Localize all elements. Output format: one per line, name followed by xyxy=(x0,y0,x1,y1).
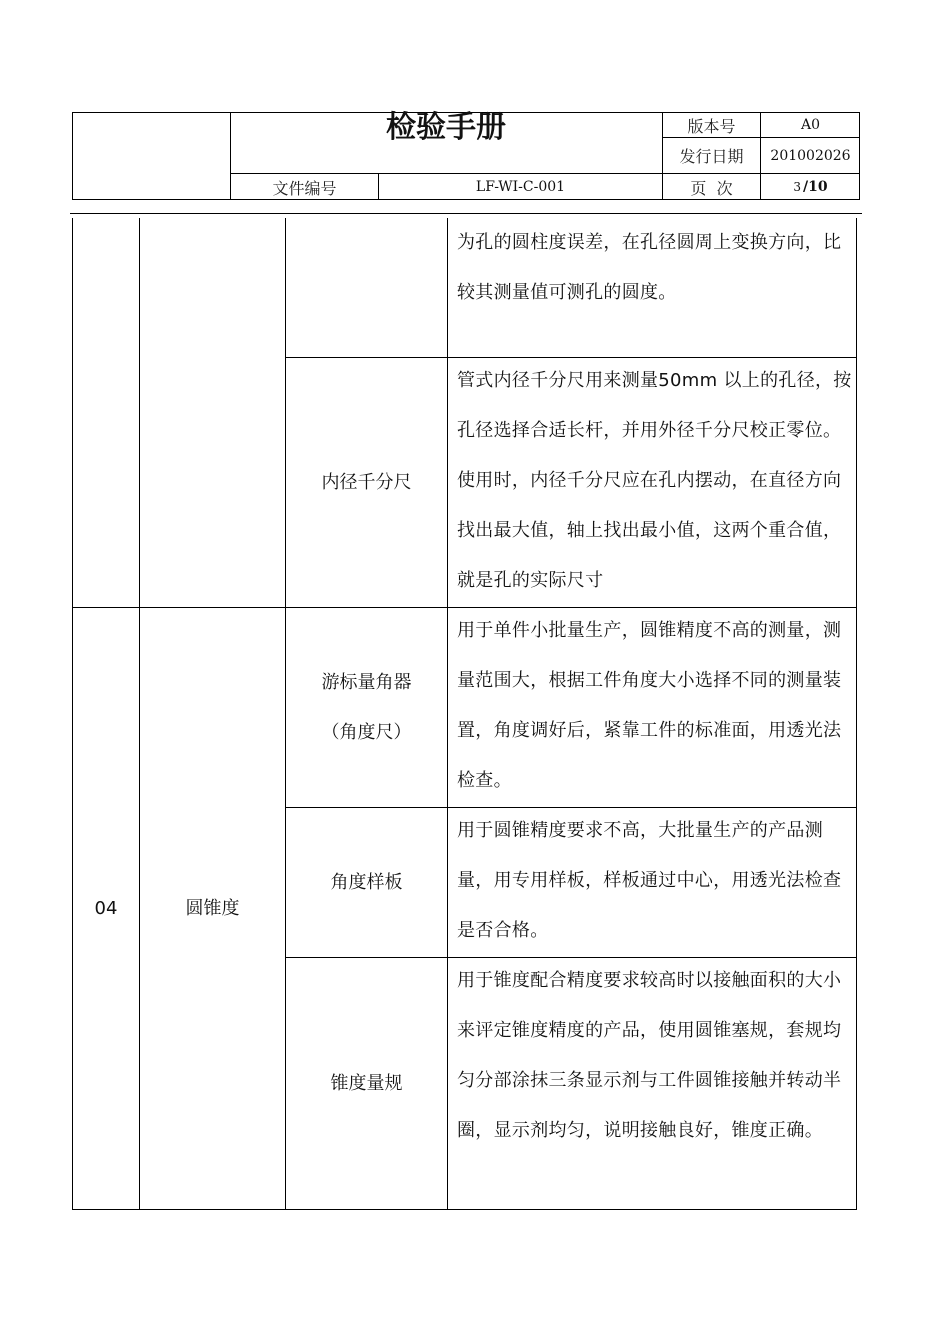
row-description: 管式内径千分尺用来测量50mm 以上的孔径，按孔径选择合适长杆，并用外径千分尺校正零位。使用时，内径千分尺应在孔内摆动，在直径方向找出最大值，轴上找出最小值，这两个重合值，就是孔的实际尺寸 xyxy=(457,370,852,591)
page-number xyxy=(761,174,860,200)
doc-no-value: LF-WI-C-001 xyxy=(475,179,566,195)
tool-name: 角度样板 xyxy=(330,871,403,893)
page-title: 检验手册 xyxy=(386,110,506,145)
page-label: 页 次 xyxy=(690,178,733,198)
header-rule xyxy=(70,213,862,214)
date-value: 201002026 xyxy=(770,147,851,164)
tool-name-line2: （角度尺） xyxy=(321,721,412,743)
date-label: 发行日期 xyxy=(679,147,744,166)
document-header xyxy=(72,112,860,200)
tool-name: 锥度量规 xyxy=(330,1072,403,1094)
inspection-table xyxy=(72,218,857,1210)
table-border xyxy=(72,1209,857,1210)
row-description: 用于锥度配合精度要求较高时以接触面积的大小来评定锥度精度的产品，使用圆锥塞规，套规均匀分部涂抹三条显示剂与工件圆锥接触并转动半圈，显示剂均匀，说明接触良好，锥度正确。 xyxy=(457,970,842,1141)
row-description: 用于圆锥精度要求不高，大批量生产的产品测量，用专用样板，样板通过中心，用透光法检查是否合格。 xyxy=(457,820,842,941)
doc-no-label: 文件编号 xyxy=(272,178,337,198)
row-description: 为孔的圆柱度误差，在孔径圆周上变换方向，比较其测量值可测孔的圆度。 xyxy=(457,232,842,303)
tool-name xyxy=(286,608,447,807)
table-border xyxy=(856,218,857,1210)
item-name: 圆锥度 xyxy=(185,897,240,919)
page-total: /10 xyxy=(803,179,828,195)
page-current: 3 xyxy=(793,180,802,194)
version-label: 版本号 xyxy=(687,116,736,136)
table-border xyxy=(447,218,448,1210)
item-number: 04 xyxy=(94,897,118,919)
tool-name: 内径千分尺 xyxy=(321,471,412,493)
version-value: A0 xyxy=(800,117,821,133)
row-description: 用于单件小批量生产，圆锥精度不高的测量，测量范围大，根据工件角度大小选择不同的测量装置，角度调好后，紧靠工件的标准面，用透光法检查。 xyxy=(457,620,842,791)
tool-name-line1: 游标量角器 xyxy=(321,671,412,693)
